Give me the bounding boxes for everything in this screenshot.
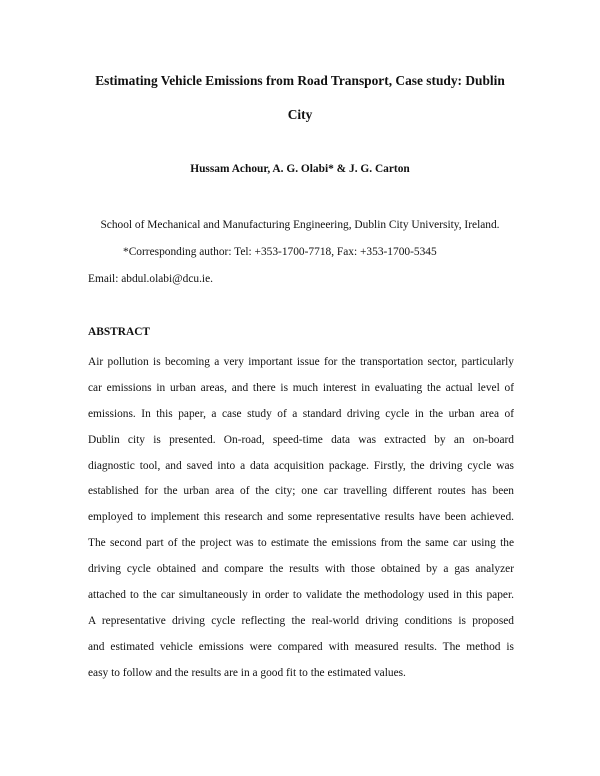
abstract-line: emissions. In this paper, a case study of a standard driving cycle in the urban area of <box>88 407 514 420</box>
author-list: Hussam Achour, A. G. Olabi* & J. G. Carton <box>190 163 410 175</box>
paper-title <box>60 64 540 132</box>
abstract-heading: ABSTRACT <box>88 326 151 338</box>
author-email: Email: abdul.olabi@dcu.ie. <box>88 273 213 285</box>
abstract-line: and estimated vehicle emissions were compared with measured results. The method is <box>88 640 514 653</box>
affiliation: School of Mechanical and Manufacturing Engineering, Dublin City University, Ireland. <box>100 219 500 231</box>
abstract-line: employed to implement this research and some representative results have been achieved. <box>88 511 514 524</box>
corresponding-author: *Corresponding author: Tel: +353-1700-7718, Fax: +353-1700-5345 <box>123 246 437 258</box>
abstract-line: Air pollution is becoming a very important issue for the transportation sector, particularly <box>88 356 514 368</box>
abstract-line: established for the urban area of the city; one car travelling different routes has been <box>88 485 514 498</box>
abstract-line: The second part of the project was to estimate the emissions from the same car using the <box>88 537 514 550</box>
abstract-line: diagnostic tool, and saved into a data acquisition package. Firstly, the driving cycle was <box>88 459 514 472</box>
abstract-line: easy to follow and the results are in a good fit to the estimated values. <box>88 666 406 679</box>
abstract-line: attached to the car simultaneously in order to validate the methodology used in this paper. <box>88 589 514 602</box>
abstract-line: Dublin city is presented. On-road, speed-time data was extracted by an on-board <box>88 433 514 446</box>
abstract-body <box>88 350 514 687</box>
abstract-line: car emissions in urban areas, and there is much interest in evaluating the actual level of <box>88 381 514 394</box>
title-line-2: City <box>287 107 313 122</box>
abstract-line: driving cycle obtained and compare the results with those obtained by a gas analyzer <box>88 563 514 576</box>
title-line-1: Estimating Vehicle Emissions from Road Transport, Case study: Dublin <box>95 73 505 88</box>
abstract-line: A representative driving cycle reflecting the real-world driving conditions is proposed <box>88 614 514 627</box>
